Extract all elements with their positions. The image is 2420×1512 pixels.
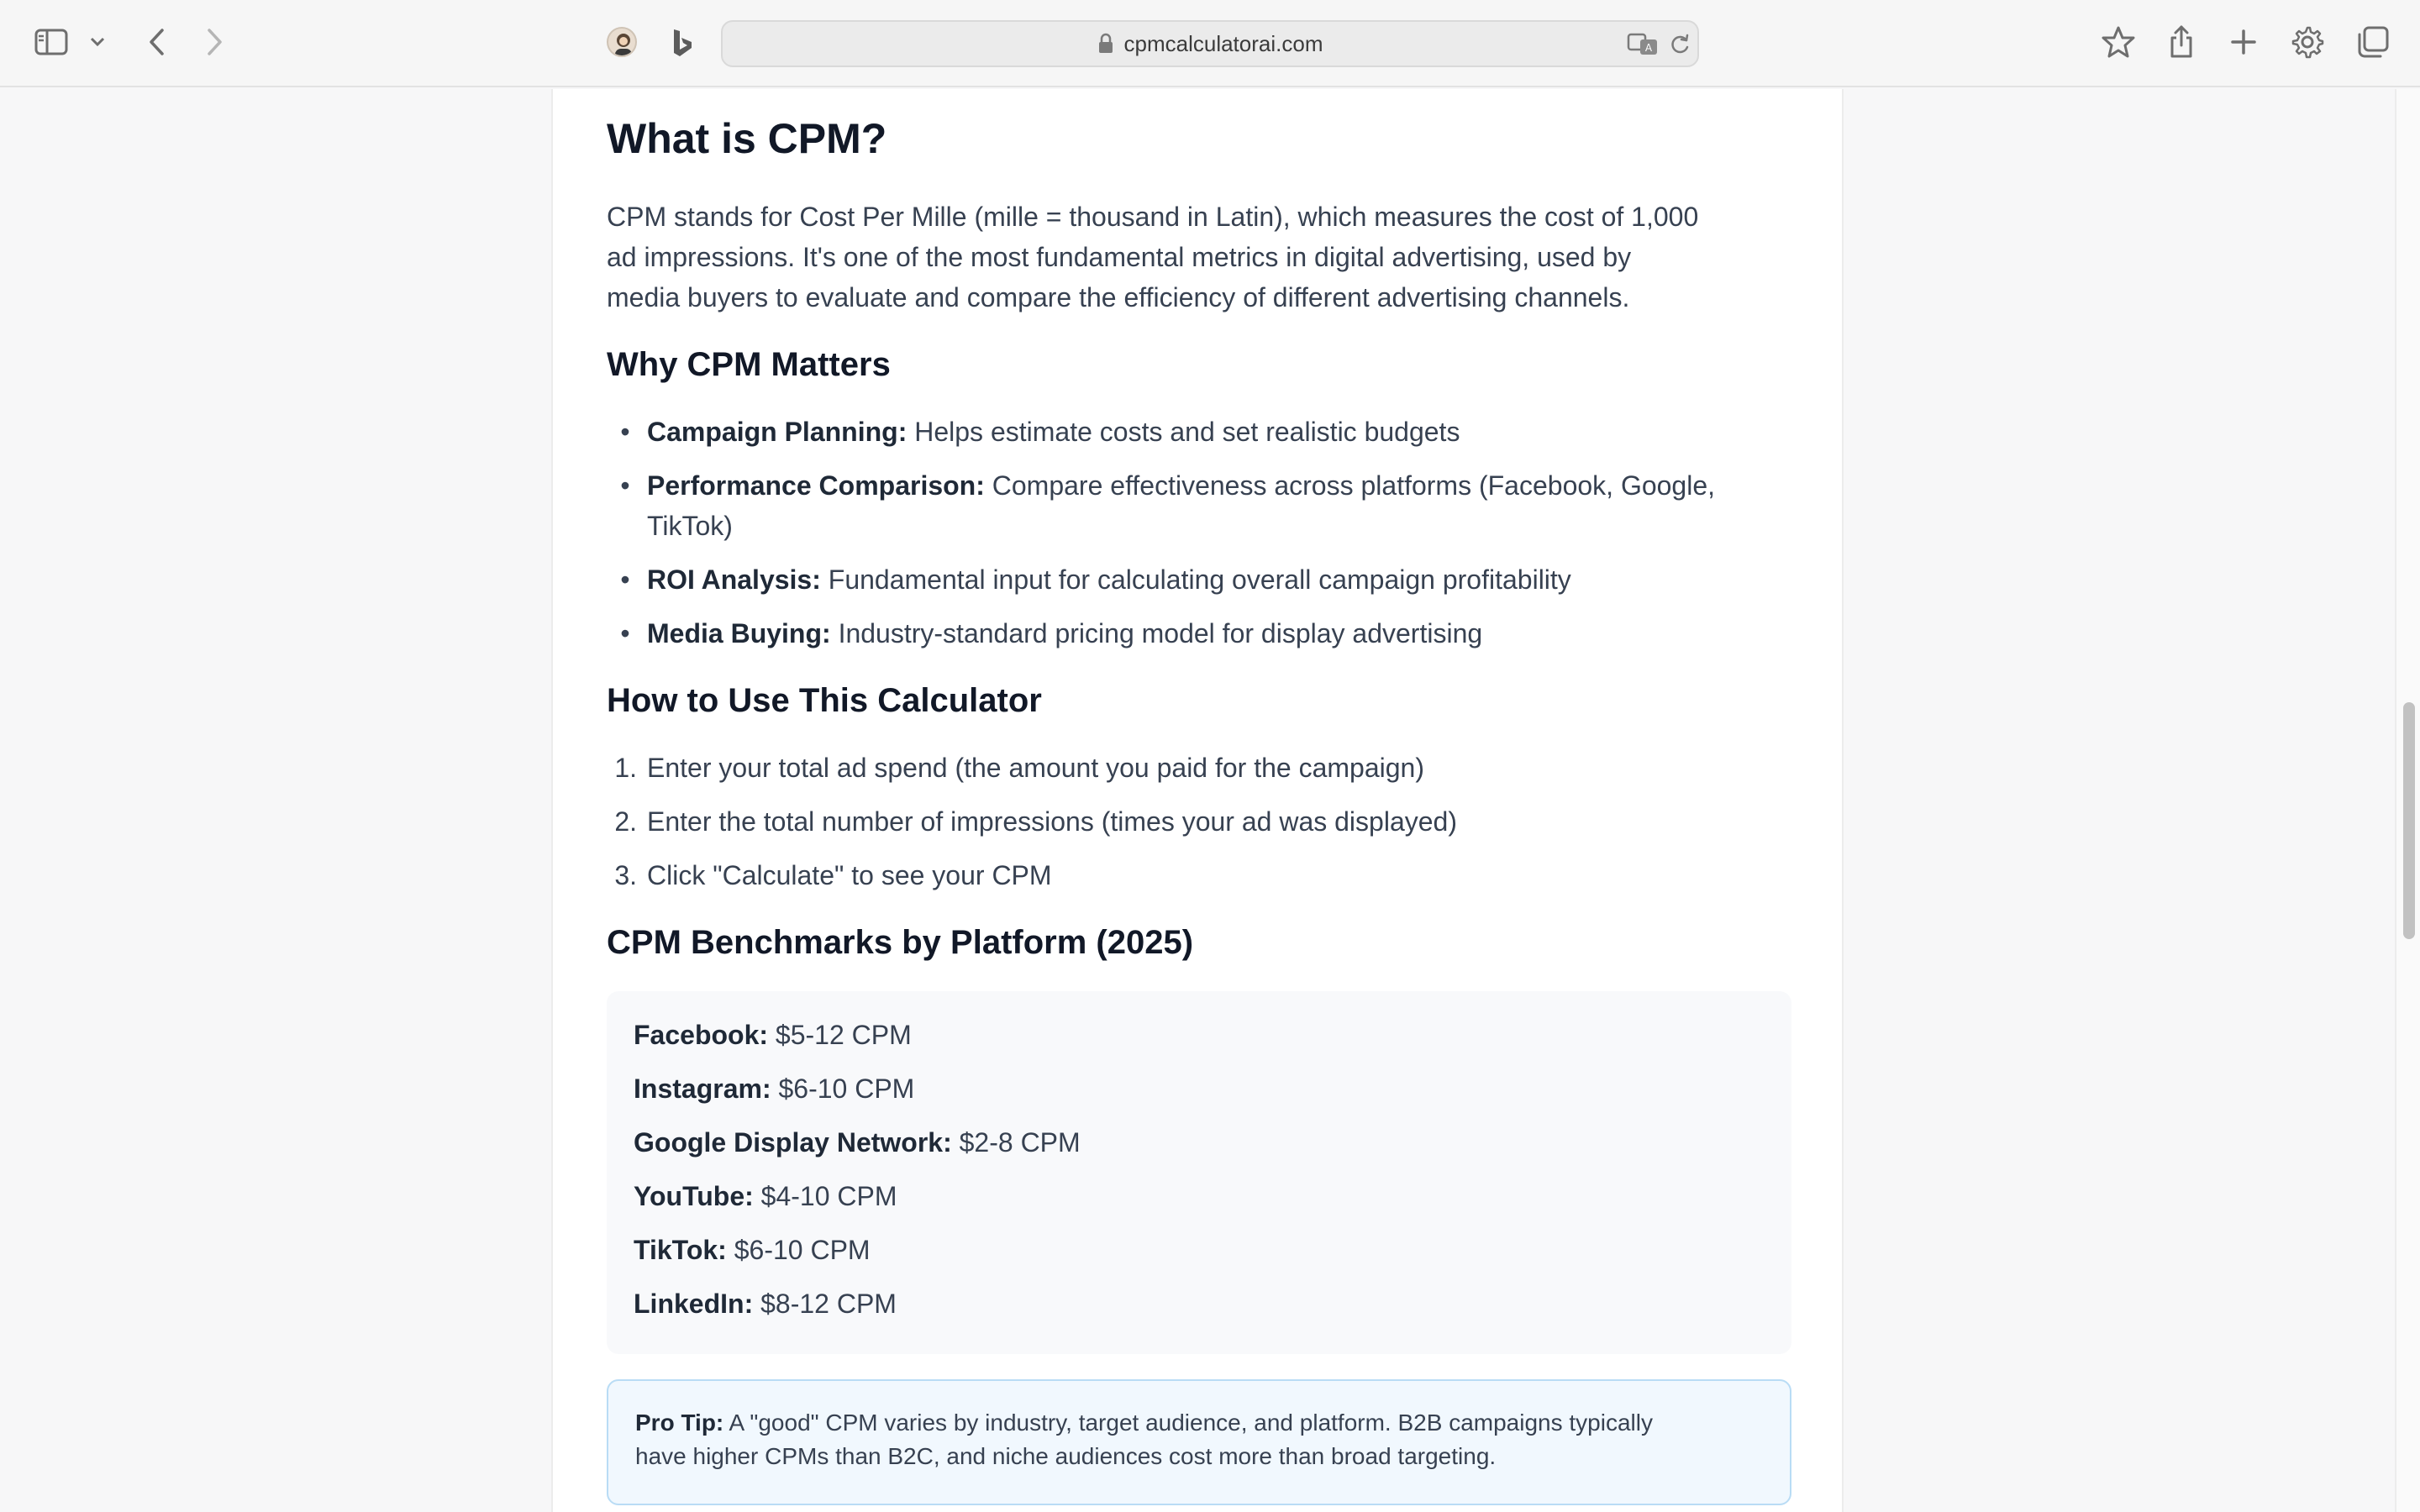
list-item-text-continued: TikTok) [647, 511, 733, 541]
share-icon[interactable] [2165, 22, 2198, 60]
benchmark-row-google-display [634, 1122, 1081, 1163]
lock-icon [1097, 33, 1114, 55]
list-item-label: ROI Analysis: [647, 564, 821, 595]
what-is-line: media buyers to evaluate and compare the efficiency of different advertising channels. [607, 282, 1630, 312]
what-is-line: ad impressions. It's one of the most fundamental metrics in digital advertising, used by [607, 242, 1632, 272]
step-item [607, 748, 1791, 788]
list-item-text: Helps estimate costs and set realistic budgets [914, 417, 1460, 447]
bing-icon[interactable] [667, 27, 697, 59]
benchmark-row-youtube [634, 1176, 897, 1216]
step-number: 1. [614, 753, 637, 783]
article-card [551, 89, 1844, 1512]
benchmark-platform: Google Display Network: [634, 1127, 952, 1158]
list-item [607, 465, 1791, 546]
benchmark-value: $8-12 CPM [760, 1289, 897, 1319]
plus-icon[interactable] [2227, 25, 2260, 59]
benchmark-platform: LinkedIn: [634, 1289, 754, 1319]
list-item [607, 559, 1791, 600]
step-text: Click "Calculate" to see your CPM [647, 860, 1052, 890]
translate-icon[interactable] [1627, 30, 1660, 59]
bullet: • [620, 470, 630, 501]
heading-benchmarks: CPM Benchmarks by Platform (2025) [607, 924, 1194, 961]
list-item-text: Compare effectiveness across platforms (Facebook, Google, [992, 470, 1716, 501]
step-item [607, 855, 1791, 895]
benchmark-value: $6-10 CPM [734, 1235, 871, 1265]
list-item [607, 613, 1791, 654]
benchmark-row-instagram [634, 1068, 914, 1109]
heading-why-cpm-matters: Why CPM Matters [607, 346, 891, 383]
step-number: 3. [614, 860, 637, 890]
sidebar-icon[interactable] [32, 25, 71, 59]
star-icon[interactable] [2101, 24, 2136, 60]
chevron-left-icon[interactable] [141, 25, 171, 59]
step-text: Enter the total number of impressions (times your ad was displayed) [647, 806, 1457, 837]
benchmark-row-facebook [634, 1015, 912, 1055]
list-item-text: Fundamental input for calculating overall campaign profitability [828, 564, 1571, 595]
list-item-label: Media Buying: [647, 618, 831, 648]
gear-icon[interactable] [2289, 24, 2326, 60]
list-item-label: Campaign Planning: [647, 417, 908, 447]
benchmark-platform: Facebook: [634, 1020, 769, 1050]
pro-tip-text-continued: have higher CPMs than B2C, and niche audiences cost more than broad targeting. [635, 1443, 1497, 1469]
benchmarks-box [607, 991, 1791, 1354]
chevron-right-icon[interactable] [200, 25, 230, 59]
heading-what-is-cpm: What is CPM? [607, 115, 887, 162]
pro-tip-box [607, 1379, 1791, 1505]
tabs-overview-icon[interactable] [2354, 24, 2391, 60]
pro-tip-label: Pro Tip: [635, 1410, 724, 1436]
benchmark-value: $6-10 CPM [778, 1074, 915, 1104]
step-item [607, 801, 1791, 842]
reload-icon[interactable] [1667, 32, 1692, 57]
list-item [607, 412, 1791, 452]
benchmark-value: $2-8 CPM [959, 1127, 1081, 1158]
list-item-text: Industry-standard pricing model for display advertising [838, 618, 1483, 648]
benchmark-platform: YouTube: [634, 1181, 754, 1211]
svg-text:A: A [1644, 42, 1653, 54]
browser-toolbar [0, 0, 2420, 87]
benchmark-row-tiktok [634, 1230, 871, 1270]
address-bar[interactable] [721, 20, 1699, 67]
what-is-line: CPM stands for Cost Per Mille (mille = thousand in Latin), which measures the cost of 1,000 [607, 202, 1699, 232]
benchmark-platform: TikTok: [634, 1235, 727, 1265]
url-text[interactable]: cpmcalculatorai.com [1123, 30, 1323, 56]
bullet: • [620, 564, 630, 595]
profile-avatar[interactable] [607, 27, 637, 57]
chevron-down-icon[interactable] [87, 32, 108, 52]
step-text: Enter your total ad spend (the amount you paid for the campaign) [647, 753, 1424, 783]
list-item-label: Performance Comparison: [647, 470, 985, 501]
step-number: 2. [614, 806, 637, 837]
pro-tip-text: A "good" CPM varies by industry, target audience, and platform. B2B campaigns typically [729, 1410, 1653, 1436]
benchmark-value: $5-12 CPM [775, 1020, 912, 1050]
scrollbar-thumb[interactable] [2403, 702, 2415, 939]
heading-how-to-use: How to Use This Calculator [607, 682, 1042, 719]
benchmark-platform: Instagram: [634, 1074, 771, 1104]
benchmark-value: $4-10 CPM [760, 1181, 897, 1211]
what-is-paragraph [607, 197, 1791, 318]
scrollbar-track[interactable] [2395, 89, 2420, 1512]
bullet: • [620, 618, 630, 648]
bullet: • [620, 417, 630, 447]
benchmark-row-linkedin [634, 1284, 897, 1324]
